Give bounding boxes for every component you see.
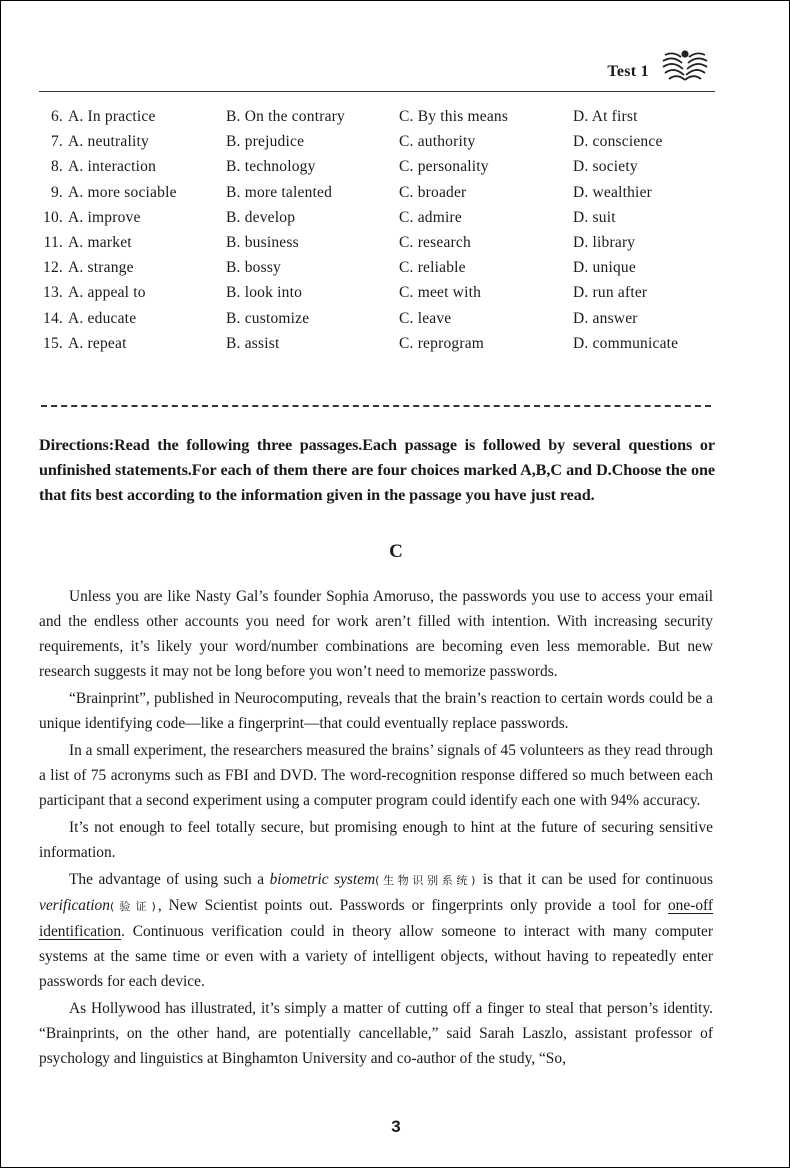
text-run: . Continuous verification could in theory allow someone to interact with many computer systems at the same time or even with a variety of intelligent objects, without having to repeatedly enter passwords for each device.	[39, 923, 713, 990]
question-number: 7.	[50, 133, 63, 151]
option-row	[39, 257, 719, 282]
option-a: A. strange	[68, 259, 134, 277]
option-c: C. meet with	[399, 284, 482, 302]
option-d: D. answer	[573, 309, 638, 327]
text-run: is that it can be used for continuous	[477, 871, 713, 888]
option-row	[39, 106, 719, 131]
option-d: D. conscience	[573, 133, 663, 151]
option-row	[39, 131, 719, 156]
option-b: B. more talented	[226, 183, 333, 201]
option-d: D. suit	[573, 208, 616, 226]
option-row	[39, 156, 719, 181]
option-c: C. By this means	[399, 108, 509, 125]
chinese-gloss: (验证)	[109, 900, 158, 913]
option-row	[39, 333, 719, 358]
underlined-phrase: one-off identification	[39, 897, 713, 940]
option-b: B. develop	[226, 208, 296, 226]
test-title: Test 1	[607, 63, 649, 80]
question-number: 13.	[43, 284, 63, 302]
option-row	[39, 308, 719, 333]
chinese-gloss: (生物识别系统)	[375, 874, 478, 887]
paragraph: As Hollywood has illustrated, it’s simply a matter of cutting off a finger to steal that person’s identity. “Brainprints, on the other hand, are potentially cancellable,” said Sarah Laszlo, assistant professor of psychology and linguistics at Binghamton University and co-author of the study, “So,	[39, 1000, 713, 1067]
option-row	[39, 282, 719, 307]
paragraph: It’s not enough to feel totally secure, but promising enough to hint at the future of securing sensitive information.	[39, 819, 713, 861]
option-d: D. At first	[573, 108, 638, 125]
option-b: B. look into	[226, 284, 303, 302]
option-a: A. improve	[68, 208, 141, 226]
option-b: B. technology	[226, 158, 316, 176]
paragraph: “Brainprint”, published in Neurocomputing, reveals that the brain’s reaction to certain words could be a unique identifying code—like a fingerprint—that could eventually replace passwords.	[39, 690, 713, 732]
text-run: The advantage of using such a	[69, 871, 270, 888]
option-a: A. market	[68, 233, 132, 251]
option-c: C. leave	[399, 309, 452, 327]
option-b: B. customize	[226, 309, 310, 327]
option-a: A. interaction	[68, 158, 157, 176]
option-c: C. personality	[399, 158, 489, 176]
option-a: A. neutrality	[68, 133, 149, 151]
paragraph: In a small experiment, the researchers measured the brains’ signals of 45 volunteers as they read through a list of 75 acronyms such as FBI and DVD. The word-recognition response differed so much between each participant that a second experiment using a computer program could identify each one with 94% accuracy.	[39, 742, 713, 809]
page-number: 3	[391, 1117, 401, 1136]
option-d: D. society	[573, 158, 638, 176]
option-row	[39, 207, 719, 232]
option-d: D. wealthier	[573, 183, 653, 201]
option-b: B. assist	[226, 334, 280, 352]
term-biometric-system: biometric system	[269, 871, 376, 888]
option-d: D. library	[573, 233, 636, 251]
option-c: C. authority	[399, 133, 476, 151]
option-c: C. research	[399, 233, 471, 251]
option-d: D. communicate	[573, 334, 679, 352]
question-number: 6.	[50, 108, 63, 125]
option-a: A. more sociable	[68, 183, 177, 201]
section-divider	[41, 405, 711, 407]
paragraph: Unless you are like Nasty Gal’s founder Sophia Amoruso, the passwords you use to access your email and the endless other accounts you need for work aren’t filled with intention. With increasing security requirements, it’s likely your word/number combinations are becoming even less memorable. But new research suggests it may not be long before you won’t need to memorize passwords.	[39, 588, 713, 680]
paragraph	[39, 867, 713, 994]
answer-options-list	[39, 106, 719, 358]
question-number: 9.	[50, 183, 63, 201]
passage-body	[39, 584, 713, 1071]
option-b: B. bossy	[226, 259, 282, 277]
directions-text: Directions:Read the following three passages.Each passage is followed by several questions or unfinished statements.For each of them there are four choices marked A,B,C and D.Choose the one that fits best according to the information given in the passage you have just read.	[39, 436, 715, 504]
option-b: B. On the contrary	[226, 108, 345, 125]
option-c: C. reprogram	[399, 334, 485, 352]
option-b: B. business	[226, 233, 299, 251]
passage-heading: C	[389, 541, 403, 562]
option-d: D. run after	[573, 284, 648, 302]
option-a: A. educate	[68, 309, 137, 327]
option-c: C. reliable	[399, 259, 466, 277]
book-wave-logo-icon	[659, 47, 711, 85]
option-a: A. appeal to	[68, 284, 146, 302]
page-header	[39, 45, 715, 92]
option-row	[39, 232, 719, 257]
option-a: A. repeat	[68, 334, 127, 352]
option-b: B. prejudice	[226, 133, 305, 151]
term-verification: verification	[39, 897, 110, 914]
option-c: C. broader	[399, 183, 467, 201]
question-number: 8.	[50, 158, 63, 176]
option-c: C. admire	[399, 208, 462, 226]
text-run: , New Scientist points out. Passwords or fingerprints only provide a tool for	[157, 897, 668, 914]
question-number: 12.	[43, 259, 63, 277]
question-number: 10.	[43, 208, 63, 226]
option-row	[39, 182, 719, 207]
option-a: A. In practice	[68, 108, 156, 125]
question-number: 14.	[43, 309, 63, 327]
question-number: 15.	[43, 334, 63, 352]
option-d: D. unique	[573, 259, 636, 277]
question-number: 11.	[43, 233, 63, 251]
